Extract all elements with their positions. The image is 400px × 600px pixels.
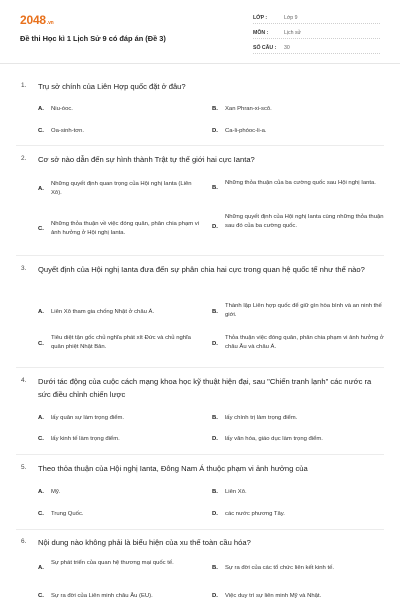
option-text: lấy quân sự làm trọng điểm. (51, 415, 125, 421)
option-letter: A. (38, 309, 44, 315)
question-number: 2. (21, 155, 27, 162)
question-4 (0, 375, 400, 455)
exam-title: Đề thi Học kì 1 Lịch Sử 9 có đáp án (Đề 3) (20, 34, 166, 43)
question-number: 1. (21, 82, 27, 89)
question-text: Nội dung nào không phải là biểu hiện của xu thế toàn cầu hóa? (38, 538, 251, 547)
option-text: Oa-sinh-tơn. (51, 128, 84, 134)
option-letter: B. (212, 106, 218, 112)
option-letter: D. (212, 511, 218, 517)
meta-value: Lớp 9 (284, 15, 298, 21)
option-letter: B. (212, 309, 218, 315)
option-letter: A. (38, 489, 44, 495)
logo-suffix: .vn (46, 20, 54, 26)
option-text: Mỹ. (51, 489, 61, 495)
option-text: Ca-li-phóoc-li-a. (225, 128, 267, 134)
question-3 (0, 263, 400, 371)
option-letter: B. (212, 565, 218, 571)
divider (16, 145, 384, 146)
option-letter: C. (38, 128, 44, 134)
option-text: Thành lập Liên hợp quốc để giữ gìn hòa bình và an ninh thế giới. (225, 303, 382, 318)
logo-text: 2048 (20, 13, 46, 27)
option-letter: C. (38, 226, 44, 232)
meta-value: 30 (284, 45, 290, 51)
option-text: Niu-óoc. (51, 106, 73, 112)
option-letter: D. (212, 341, 218, 347)
option-letter: A. (38, 186, 44, 192)
option-text: Liên Xô. (225, 489, 247, 495)
divider (16, 367, 384, 368)
option-letter: C. (38, 341, 44, 347)
option-text: Sự ra đời của các tổ chức liên kết kinh tế. (225, 565, 334, 571)
question-6 (0, 536, 400, 600)
option-letter: A. (38, 415, 44, 421)
question-number: 6. (21, 538, 27, 545)
option-letter: D. (212, 436, 218, 442)
option-text: Những quyết định của Hội nghị Ianta cùng những thỏa thuận sau đó của ba cường quốc. (225, 214, 384, 229)
option-text: Việc duy trì sự liên minh Mỹ và Nhật. (225, 593, 322, 599)
option-text: Những quyết định quan trọng của Hội nghị Ianta (Liên Xô). (51, 181, 192, 196)
meta-label: MÔN : (253, 30, 269, 36)
option-letter: A. (38, 106, 44, 112)
meta-class (253, 14, 380, 24)
option-text: lấy chính trị làm trọng điểm. (225, 415, 298, 421)
option-letter: A. (38, 565, 44, 571)
divider (16, 454, 384, 455)
page-header (0, 0, 400, 64)
option-letter: C. (38, 593, 44, 599)
meta-label: SỐ CÂU : (253, 45, 277, 51)
option-letter: D. (212, 128, 218, 134)
question-text: Dưới tác động của cuộc cách mạng khoa học kỹ thuật hiện đại, sau "Chiến tranh lạnh" các nước ra sức điều chỉnh chiến lược (38, 377, 372, 399)
option-text: Liên Xô tham gia chống Nhật ở châu Á. (51, 309, 155, 315)
divider (16, 255, 384, 256)
option-text: Những thỏa thuận về việc đóng quân, phân chia phạm vi ảnh hưởng ở Hội nghị Ianta. (51, 221, 200, 236)
option-text: lấy văn hóa, giáo dục làm trọng điểm. (225, 436, 323, 442)
option-letter: D. (212, 593, 218, 599)
option-text: lấy kinh tế làm trọng điểm. (51, 436, 120, 442)
meta-question-count (253, 44, 380, 54)
divider (16, 529, 384, 530)
meta-label: LỚP : (253, 15, 268, 21)
question-text: Cơ sở nào dẫn đến sự hình thành Trật tự thế giới hai cực Ianta? (38, 155, 255, 164)
meta-value: Lịch sử (284, 30, 302, 36)
option-text: các nước phương Tây. (225, 511, 285, 517)
option-text: Những thỏa thuận của ba cường quốc sau Hội nghị Ianta. (225, 180, 376, 186)
question-text: Quyết định của Hội nghị Ianta đưa đến sự phân chia hai cực trong quan hệ quốc tế như thế nào? (38, 265, 365, 274)
option-text: Sự phát triển của quan hệ thương mại quốc tế. (51, 560, 174, 566)
site-logo[interactable] (20, 13, 54, 27)
option-letter: C. (38, 511, 44, 517)
option-text: Trung Quốc. (51, 511, 84, 517)
option-letter: B. (212, 185, 218, 191)
meta-subject (253, 29, 380, 39)
option-letter: C. (38, 436, 44, 442)
question-text: Theo thỏa thuận của Hội nghị Ianta, Đông Nam Á thuộc phạm vi ảnh hưởng của (38, 464, 308, 473)
question-number: 3. (21, 265, 27, 272)
option-letter: D. (212, 224, 218, 230)
question-5 (0, 462, 400, 530)
question-2 (0, 153, 400, 256)
option-letter: B. (212, 489, 218, 495)
option-letter: B. (212, 415, 218, 421)
option-text: Tiêu diệt tận gốc chủ nghĩa phát xít Đức và chủ nghĩa quân phiệt Nhật Bản. (51, 335, 191, 350)
option-text: Xan Phran-xi-scô. (225, 106, 272, 112)
question-number: 4. (21, 377, 27, 384)
question-number: 5. (21, 464, 27, 471)
question-1 (0, 80, 400, 146)
question-text: Trụ sở chính của Liên Hợp quốc đặt ở đâu? (38, 82, 186, 91)
option-text: Thỏa thuận việc đóng quân, phân chia phạm vi ảnh hưởng ở châu Âu và châu Á. (225, 335, 384, 350)
option-text: Sự ra đời của Liên minh châu Âu (EU). (51, 593, 153, 599)
